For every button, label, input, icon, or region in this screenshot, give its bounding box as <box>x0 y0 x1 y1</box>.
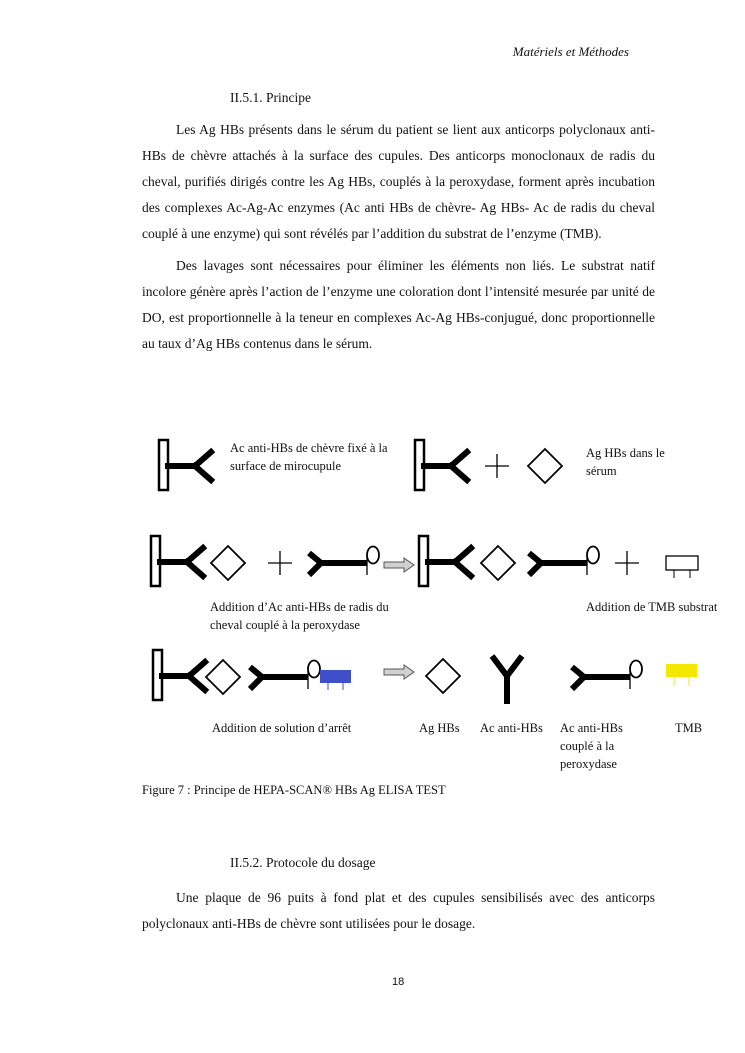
tmb-colored-yellow <box>666 664 697 686</box>
capture-antibody-on-well <box>153 650 205 700</box>
figure-caption: Figure 7 : Principe de HEPA-SCAN® HBs Ag ELISA TEST <box>142 783 446 797</box>
legend-tmb: TMB <box>675 721 703 735</box>
protocol-text <box>142 885 655 937</box>
capture-antibody-on-well <box>419 536 471 586</box>
label-stop-solution: Addition de solution d’arrêt <box>212 721 352 735</box>
tmb-substrate-colorless <box>666 556 698 578</box>
paragraph-protocol: Une plaque de 96 puits à fond plat et des cupules sensibilisés avec des anticorps polyclonaux anti-HBs de chèvre sont utilisées pour le dosage. <box>142 890 655 931</box>
reaction-arrow <box>384 558 414 572</box>
label-capture-antibody: Ac anti-HBs de chèvre fixé à la surface de mirocupule <box>230 441 388 473</box>
label-add-tmb: Addition de TMB substrat <box>586 600 718 614</box>
section-heading-principe: II.5.1. Principe <box>230 90 311 105</box>
antibody-y-shape <box>492 656 522 704</box>
running-header: Matériels et Méthodes <box>512 44 629 59</box>
label-add-conjugate: Addition d’Ac anti-HBs de radis du cheval couplé à la peroxydase <box>210 600 389 632</box>
plus-sign <box>485 454 509 478</box>
legend-ac-coupled: Ac anti-HBs couplé à la peroxydase <box>560 721 623 771</box>
page-number: 18 <box>392 976 405 988</box>
hbs-antigen-diamond <box>481 546 515 580</box>
plus-sign <box>268 551 292 575</box>
hbs-antigen-diamond <box>528 449 562 483</box>
plus-sign <box>615 551 639 575</box>
peroxidase-conjugate <box>309 547 379 576</box>
paragraph-principle-2: Des lavages sont nécessaires pour éliminer les éléments non liés. Le substrat natif incolore génère après l’action de l’enzyme une coloration dont l’intensité mesurée par unité de DO, est proportionnelle à la teneur en complexes Ac-Ag HBs-conjugué, donc proportionnelle au taux d’Ag HBs contenus dans le sérum. <box>142 258 655 351</box>
legend-ag-hbs: Ag HBs <box>419 721 460 735</box>
paragraph-principle-1: Les Ag HBs présents dans le sérum du patient se lient aux anticorps polyclonaux anti-HBs de chèvre attachés à la surface des cupules. Des anticorps monoclonaux de radis du cheval, purifiés dirigés contre les Ag HBs, couplés à la peroxydase, forment après incubation des complexes Ac-Ag-Ac enzymes (Ac anti HBs de chèvre- Ag HBs- Ac de radis du cheval couplé à une enzyme) qui sont révélés par l’addition du substrat de l’enzyme (TMB). <box>142 122 655 241</box>
capture-antibody-on-well <box>415 440 467 490</box>
peroxidase-conjugate <box>250 661 320 690</box>
peroxidase-conjugate-legend <box>572 661 642 690</box>
hbs-antigen-diamond <box>206 660 240 694</box>
section-heading-protocole: II.5.2. Protocole du dosage <box>230 855 376 870</box>
stop-solution-blue <box>320 670 351 690</box>
legend-ac-anti-hbs: Ac anti-HBs <box>480 721 543 735</box>
capture-antibody-on-well <box>159 440 211 490</box>
peroxidase-conjugate <box>529 547 599 576</box>
capture-antibody-on-well <box>151 536 203 586</box>
reaction-arrow <box>384 665 414 679</box>
label-antigen-serum: Ag HBs dans le sérum <box>586 446 665 478</box>
hbs-antigen-diamond <box>211 546 245 580</box>
hbs-antigen-legend-diamond <box>426 659 460 693</box>
